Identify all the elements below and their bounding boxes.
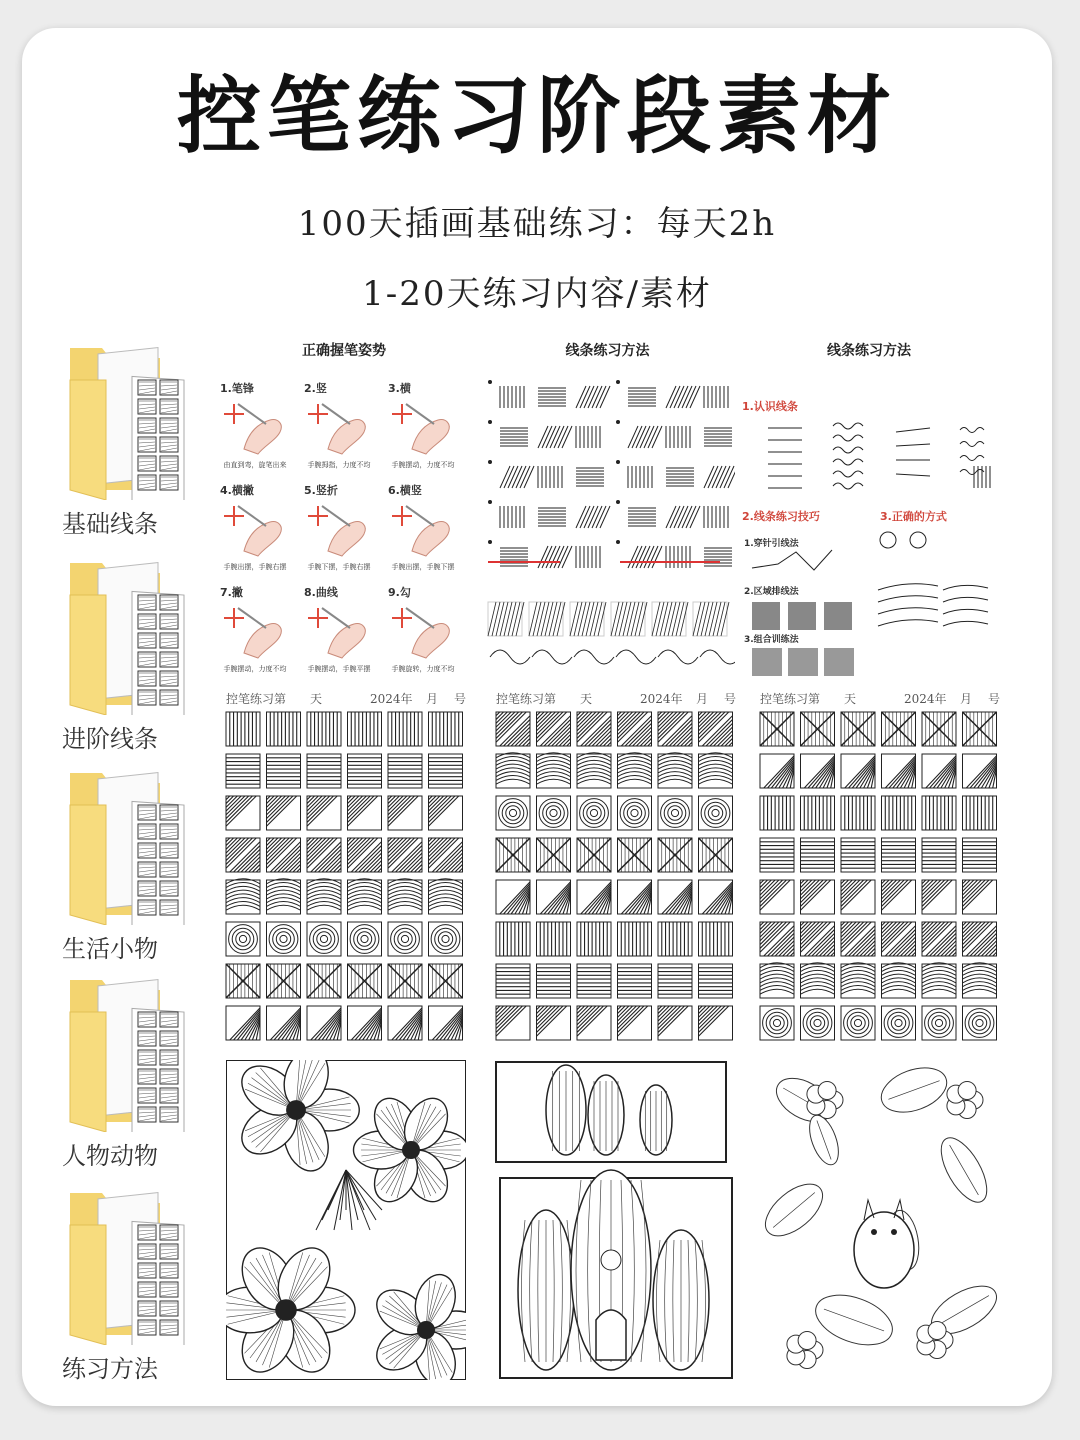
worksheet-title: 控笔练习第 bbox=[226, 692, 287, 706]
hand-icon bbox=[214, 598, 294, 660]
worksheet-year: 2024年 bbox=[370, 692, 413, 706]
worksheet-month: 月 bbox=[960, 692, 973, 706]
worksheet-header bbox=[758, 690, 1002, 708]
section-techniques: 2.线条练习技巧 bbox=[742, 510, 820, 523]
step-caption: 手腕出摆，手腕右摆 bbox=[223, 563, 287, 571]
sub-item-area: 2.区域排线法 bbox=[744, 587, 799, 597]
hand-icon bbox=[298, 394, 378, 456]
flower-illustration bbox=[226, 1060, 466, 1380]
step-label: 7.撇 bbox=[220, 586, 243, 599]
step-label: 6.横竖 bbox=[388, 484, 422, 497]
hand-icon bbox=[382, 598, 462, 660]
worksheet-month: 月 bbox=[696, 692, 709, 706]
step-label: 5.竖折 bbox=[304, 484, 338, 497]
worksheet-year: 2024年 bbox=[640, 692, 683, 706]
pattern-grid bbox=[494, 710, 738, 1048]
folder-icon bbox=[40, 972, 190, 1132]
step-caption: 手腕下摆，手腕右摆 bbox=[307, 563, 371, 571]
worksheet-day: 天 bbox=[844, 692, 857, 706]
methods-panel bbox=[738, 340, 1000, 685]
page-title: 控笔练习阶段素材 bbox=[176, 67, 897, 165]
methods-panel-title: 线条练习方法 bbox=[827, 343, 911, 359]
worksheet-month: 月 bbox=[426, 692, 439, 706]
worksheet-header bbox=[224, 690, 468, 708]
folder-icon bbox=[40, 555, 190, 715]
folder-label: 进阶线条 bbox=[62, 725, 158, 753]
worksheet-date: 号 bbox=[454, 692, 467, 706]
worksheet-date: 号 bbox=[724, 692, 737, 706]
worksheet-year: 2024年 bbox=[904, 692, 947, 706]
sub-item-combo: 3.组合训练法 bbox=[744, 635, 799, 645]
worksheet-date: 号 bbox=[988, 692, 1001, 706]
worksheet-title: 控笔练习第 bbox=[496, 692, 557, 706]
step-caption: 手腕摆动，力度不均 bbox=[223, 665, 287, 673]
folder-1[interactable] bbox=[40, 340, 190, 539]
pattern-grid bbox=[758, 710, 1002, 1048]
folder-icon bbox=[40, 340, 190, 500]
step-caption: 由直到弯，旋笔出来 bbox=[223, 461, 287, 469]
folder-icon bbox=[40, 765, 190, 925]
subtitle: 100天插画基础练习：每天2h bbox=[297, 204, 777, 244]
folder-5[interactable] bbox=[40, 1185, 190, 1384]
step-label: 2.竖 bbox=[304, 382, 327, 395]
step-caption: 手腕摆动，手腕平摆 bbox=[307, 665, 371, 673]
hand-icon bbox=[298, 496, 378, 558]
step-caption: 手腕出摆，手腕下摆 bbox=[391, 563, 455, 571]
lines-panel-title: 线条练习方法 bbox=[565, 343, 650, 359]
folder-icon bbox=[40, 1185, 190, 1345]
folder-label: 生活小物 bbox=[62, 935, 158, 963]
step-label: 3.横 bbox=[388, 382, 411, 395]
step-caption: 手腕旋转，力度不均 bbox=[391, 665, 455, 673]
methods-illustration bbox=[738, 340, 1000, 685]
step-caption: 手腕拇指，力度不均 bbox=[307, 461, 371, 469]
worksheet-3 bbox=[758, 690, 1002, 1048]
line-samples-illustration bbox=[480, 362, 735, 687]
posture-panel bbox=[214, 340, 474, 685]
step-label: 8.曲线 bbox=[304, 586, 338, 599]
hand-icon bbox=[214, 394, 294, 456]
hand-icon bbox=[298, 598, 378, 660]
section-know-lines: 1.认识线条 bbox=[742, 400, 798, 413]
step-caption: 手腕摆动，力度不均 bbox=[391, 461, 455, 469]
worksheet-day: 天 bbox=[580, 692, 593, 706]
subtitle-days: 1-20天练习内容/素材 bbox=[362, 274, 712, 314]
hand-icon bbox=[382, 394, 462, 456]
worksheet-title: 控笔练习第 bbox=[760, 692, 821, 706]
posture-panel-title: 正确握笔姿势 bbox=[302, 343, 386, 359]
cactus-illustration bbox=[486, 1060, 736, 1380]
section-correct-way: 3.正确的方式 bbox=[880, 510, 947, 523]
folder-label: 练习方法 bbox=[62, 1355, 158, 1383]
sub-item-threading: 1.穿针引线法 bbox=[744, 539, 799, 549]
folder-3[interactable] bbox=[40, 765, 190, 964]
step-label: 9.勾 bbox=[388, 586, 411, 599]
step-label: 1.笔锋 bbox=[220, 382, 254, 395]
worksheet-day: 天 bbox=[310, 692, 323, 706]
hand-icon bbox=[214, 496, 294, 558]
folder-label: 人物动物 bbox=[62, 1142, 158, 1170]
step-label: 4.横撇 bbox=[220, 484, 254, 497]
pattern-grid bbox=[224, 710, 468, 1048]
lines-panel bbox=[480, 340, 735, 685]
hand-icon bbox=[382, 496, 462, 558]
worksheet-2 bbox=[494, 690, 738, 1048]
worksheet-header bbox=[494, 690, 738, 708]
folder-4[interactable] bbox=[40, 972, 190, 1171]
totoro-garden-illustration bbox=[764, 1060, 1002, 1380]
worksheet-1 bbox=[224, 690, 468, 1048]
folder-label: 基础线条 bbox=[62, 510, 158, 538]
folder-2[interactable] bbox=[40, 555, 190, 754]
